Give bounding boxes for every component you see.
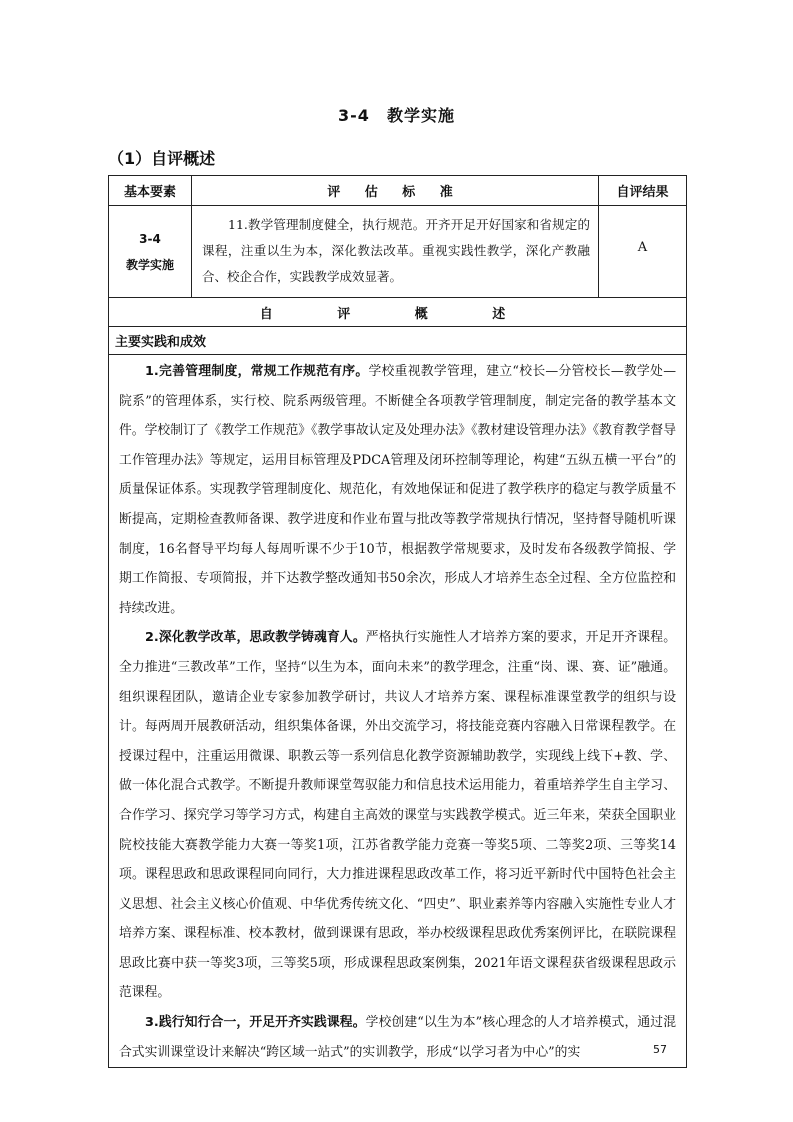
paragraph-text: 学校重视教学管理，建立“校长—分管校长—教学处—院系”的管理体系，实行校、院系两级管理。不断健全各项教学管理制度，制定完备的教学基本文件。学校制订了《教学工作规范》《教学事故认定及处理办法》《教材建设管理办法》《教育教学督导工作管理办法》等规定，运用目标管理及PDCA管理及闭环控制等理论，构建“五纵五横一平台”的质量保证体系。实现教学管理制度化、规范化，有效地保证和促进了教学秩序的稳定与教学质量不断提高，定期检查教师备课、教学进度和作业布置与批改等教学常规执行情况，坚持督导随机听课制度，16名督导平均每人每周听课不少于10节，根据教学常规要求，及时发布各级教学简报、学期工作简报、专项简报，并下达教学整改通知书50余次，形成人才培养生态全过程、全方位监控和持续改进。 — [119, 364, 676, 616]
overview-header: 自 评 概 述 — [109, 298, 687, 327]
page-title: 3-4 教学实施 — [338, 106, 455, 125]
evaluation-table — [108, 175, 687, 1068]
paragraph-text: 严格执行实施性人才培养方案的要求，开足开齐课程。全力推进“三教改革”工作，坚持“以生为本，面向未来”的教学理念，注重“岗、课、赛、证”融通。组织课程团队，邀请企业专家参加教学研讨，共议人才培养方案、课程标准课堂教学的组织与设计。每两周开展教研活动，组织集体备课，外出交流学习，将技能竞赛内容融入日常课程教学。在授课过程中，注重运用微课、职教云等一系列信息化教学资源辅助教学，实现线上线下+教、学、做一体化混合式教学。不断提升教师课堂驾驭能力和信息技术运用能力，着重培养学生自主学习、合作学习、探究学习等学习方式，构建自主高效的课堂与实践教学模式。近三年来，荣获全国职业院校技能大赛教学能力大赛一等奖1项，江苏省教学能力竞赛一等奖5项、二等奖2项、三等奖14项。课程思政和思政课程同向同行，大力推进课程思政改革工作，将习近平新时代中国特色社会主义思想、社会主义核心价值观、中华优秀传统文化、“四史”、职业素养等内容融入实施性专业人才培养方案、课程标准、校本教材，做到课课有思政，举办校级课程思政优秀案例评比，在联院课程思政比赛中获一等奖3项，三等奖5项，形成课程思政案例集，2021年语文课程获省级课程思政示范课程。 — [119, 630, 677, 1001]
item-name: 教学实施 — [125, 257, 174, 272]
table-header-row — [109, 176, 687, 206]
table-row — [109, 206, 687, 298]
paragraph-lead: 3.践行知行合一，开足开齐实践课程。 — [145, 1015, 366, 1031]
paragraph-text: 学校创建“以生为本”核心理念的人才培养模式，通过混合式实训课堂设计来解决“跨区域一站式”的实训教学，形成“以学习者为中心”的实 — [119, 1015, 677, 1060]
paragraph-lead: 2.深化教学改革，思政教学铸魂育人。 — [145, 630, 366, 646]
body-cell — [109, 355, 687, 1068]
header-standard: 评 估 标 准 — [192, 176, 599, 206]
standard-cell — [192, 206, 599, 298]
body-row — [109, 355, 687, 1068]
overview-header-row — [109, 298, 687, 327]
header-result: 自评结果 — [599, 176, 687, 206]
paragraph-lead: 1.完善管理制度，常规工作规范有序。 — [145, 364, 369, 379]
standard-text: 11.教学管理制度健全，执行规范。开齐开足开好国家和省规定的课程，注重以生为本，深化教法改革。重视实践性教学，深化产教融合、校企合作，实践教学成效显著。 — [202, 216, 590, 284]
subheading-row — [109, 327, 687, 355]
page-number: 57 — [653, 1043, 667, 1056]
item-code: 3-4 — [139, 231, 161, 246]
result-value: A — [637, 240, 648, 255]
paragraph — [119, 623, 676, 1008]
section-heading: （1）自评概述 — [108, 149, 216, 168]
subheading: 主要实践和成效 — [109, 327, 687, 355]
result-cell — [599, 206, 687, 298]
paragraph — [119, 1008, 676, 1067]
paragraph — [119, 357, 676, 623]
item-cell — [109, 206, 192, 298]
header-item: 基本要素 — [109, 176, 192, 206]
